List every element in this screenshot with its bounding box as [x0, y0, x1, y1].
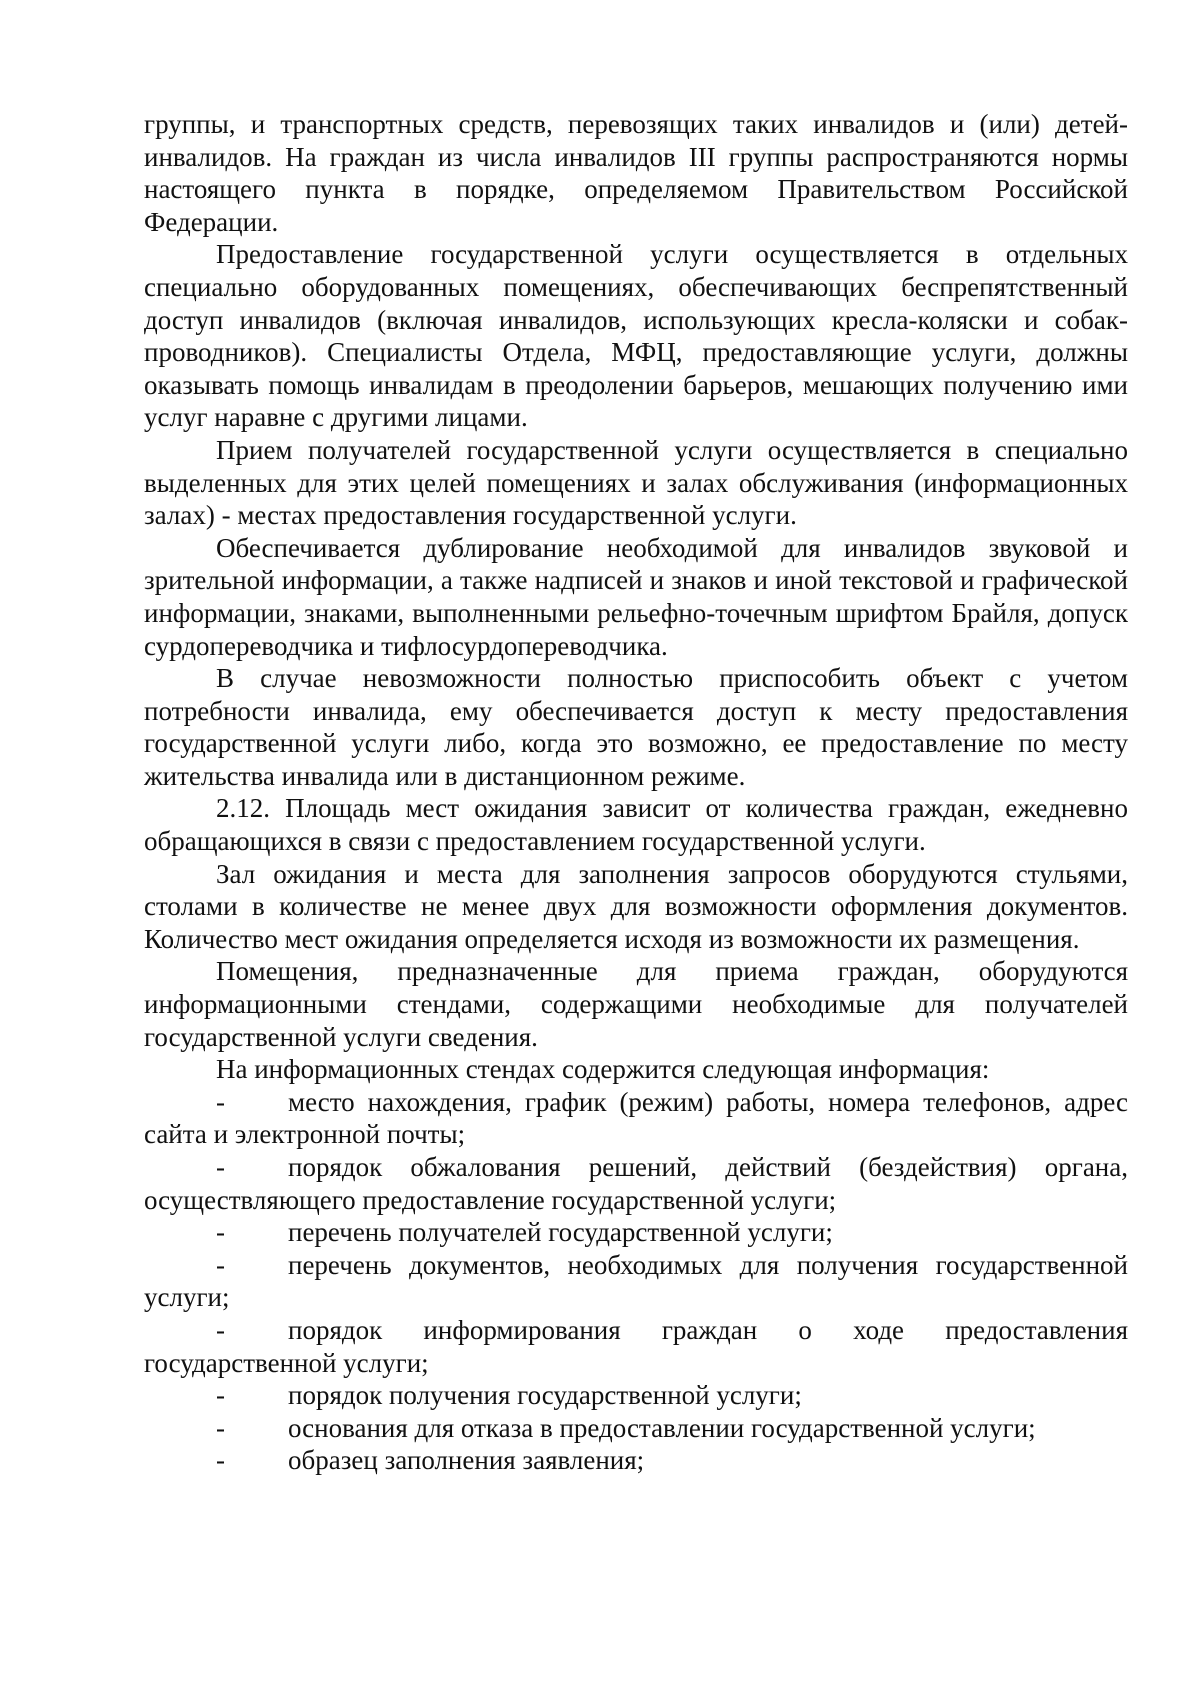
paragraph: группы, и транспортных средств, перевозящих таких инвалидов и (или) детей-инвалидов. На граждан из числа инвалидов III группы распространяются нормы настоящего пункта в порядке, определяемом Правительством Российской Федерации.: [144, 109, 1128, 237]
paragraph: Прием получателей государственной услуги осуществляется в специально выделенных для этих целей помещениях и залах обслуживания (информационных залах) - местах предоставления государственной услуги.: [144, 434, 1128, 531]
list-marker: -: [216, 1086, 225, 1117]
paragraph: Зал ожидания и места для заполнения запросов оборудуются стульями, столами в количестве не менее двух для возможности оформления документов. Количество мест ожидания определяется исходя из возможности их размещения.: [144, 858, 1128, 954]
list-marker: -: [216, 1314, 225, 1345]
list-marker: -: [216, 1412, 225, 1443]
list-item-text: место нахождения, график (режим) работы, номера телефонов, адрес сайта и электронной почты;: [144, 1086, 1128, 1150]
info-list: [144, 1086, 1128, 1477]
list-item-text: перечень документов, необходимых для получения государственной услуги;: [144, 1249, 1128, 1313]
list-marker: -: [216, 1380, 225, 1411]
paragraph: В случае невозможности полностью приспособить объект с учетом потребности инвалида, ему обеспечивается доступ к месту предоставления государственной услуги либо, когда это возможно, ее предоставление по месту жительства инвалида или в дистанционном режиме.: [144, 663, 1128, 791]
list-item: [144, 1151, 1128, 1216]
list-item-text: перечень получателей государственной услуги;: [288, 1217, 833, 1248]
list-item: [144, 1444, 1128, 1477]
list-item: [144, 1086, 1128, 1151]
paragraph: Помещения, предназначенные для приема граждан, оборудуются информационными стендами, содержащими необходимые для получателей государственной услуги сведения.: [144, 956, 1128, 1052]
list-item-text: образец заполнения заявления;: [288, 1445, 645, 1476]
list-item-text: порядок информирования граждан о ходе предоставления государственной услуги;: [144, 1314, 1128, 1378]
list-item-text: порядок получения государственной услуги;: [288, 1380, 802, 1411]
list-marker: -: [216, 1152, 225, 1182]
list-item-text: основания для отказа в предоставлении государственной услуги;: [288, 1412, 1036, 1443]
list-item-text: порядок обжалования решений, действий (бездействия) органа, осуществляющего предоставление государственной услуги;: [144, 1152, 1128, 1215]
document-page: [144, 108, 1128, 1477]
list-item: [144, 1379, 1128, 1412]
list-item: [144, 1412, 1128, 1445]
list-item: [144, 1249, 1128, 1314]
paragraph: Обеспечивается дублирование необходимой для инвалидов звуковой и зрительной информации, а также надписей и знаков и иной текстовой и графической информации, знаками, выполненными рельефно-точечным шрифтом Брайля, допуск сурдопереводчика и тифлосурдопереводчика.: [144, 532, 1128, 661]
list-marker: -: [216, 1445, 225, 1476]
list-marker: -: [216, 1249, 225, 1280]
list-item: [144, 1314, 1128, 1379]
list-item: [144, 1216, 1128, 1249]
list-marker: -: [216, 1217, 225, 1248]
paragraph: 2.12. Площадь мест ожидания зависит от количества граждан, ежедневно обращающихся в связи с предоставлением государственной услуги.: [144, 793, 1128, 857]
paragraph: Предоставление государственной услуги осуществляется в отдельных специально оборудованных помещениях, обеспечивающих беспрепятственный доступ инвалидов (включая инвалидов, использующих кресла-коляски и собак-проводников). Специалисты Отдела, МФЦ, предоставляющие услуги, должны оказывать помощь инвалидам в преодолении барьеров, мешающих получению ими услуг наравне с другими лицами.: [144, 239, 1128, 433]
paragraph: На информационных стендах содержится следующая информация:: [216, 1054, 990, 1085]
